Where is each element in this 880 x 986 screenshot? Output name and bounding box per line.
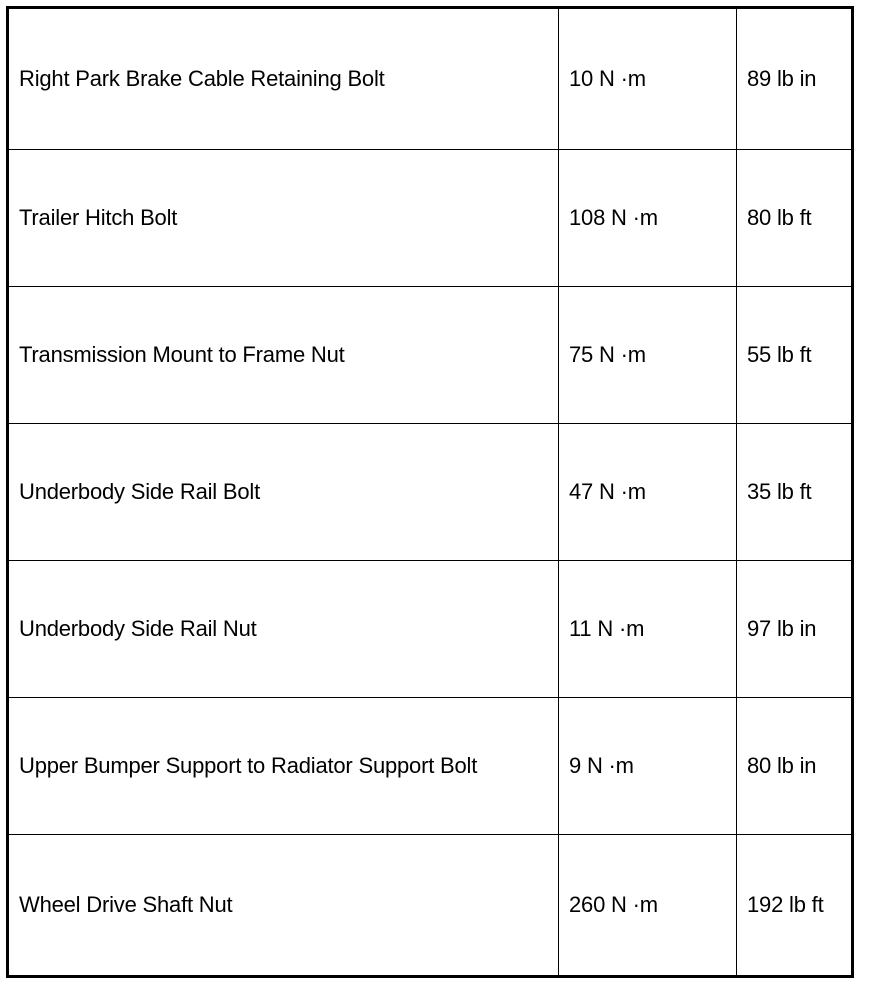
metric-torque-cell: 11 N ·m <box>559 560 737 697</box>
torque-spec-table <box>6 6 854 978</box>
fastener-description-cell: Wheel Drive Shaft Nut <box>8 834 559 976</box>
english-torque-cell: 55 lb ft <box>737 287 853 424</box>
table-row <box>8 287 853 424</box>
english-torque-cell: 97 lb in <box>737 560 853 697</box>
table-row <box>8 150 853 287</box>
fastener-description-cell: Underbody Side Rail Bolt <box>8 423 559 560</box>
fastener-description-cell: Trailer Hitch Bolt <box>8 150 559 287</box>
metric-torque-cell: 260 N ·m <box>559 834 737 976</box>
english-torque-cell: 80 lb in <box>737 697 853 834</box>
table-row <box>8 834 853 976</box>
table-row <box>8 560 853 697</box>
english-torque-cell: 80 lb ft <box>737 150 853 287</box>
fastener-description-cell: Upper Bumper Support to Radiator Support Bolt <box>8 697 559 834</box>
fastener-description-cell: Right Park Brake Cable Retaining Bolt <box>8 8 559 150</box>
english-torque-cell: 89 lb in <box>737 8 853 150</box>
metric-torque-cell: 108 N ·m <box>559 150 737 287</box>
table-row <box>8 423 853 560</box>
metric-torque-cell: 10 N ·m <box>559 8 737 150</box>
metric-torque-cell: 75 N ·m <box>559 287 737 424</box>
english-torque-cell: 35 lb ft <box>737 423 853 560</box>
metric-torque-cell: 9 N ·m <box>559 697 737 834</box>
table-row <box>8 8 853 150</box>
fastener-description-cell: Transmission Mount to Frame Nut <box>8 287 559 424</box>
fastener-description-cell: Underbody Side Rail Nut <box>8 560 559 697</box>
english-torque-cell: 192 lb ft <box>737 834 853 976</box>
table-row <box>8 697 853 834</box>
metric-torque-cell: 47 N ·m <box>559 423 737 560</box>
